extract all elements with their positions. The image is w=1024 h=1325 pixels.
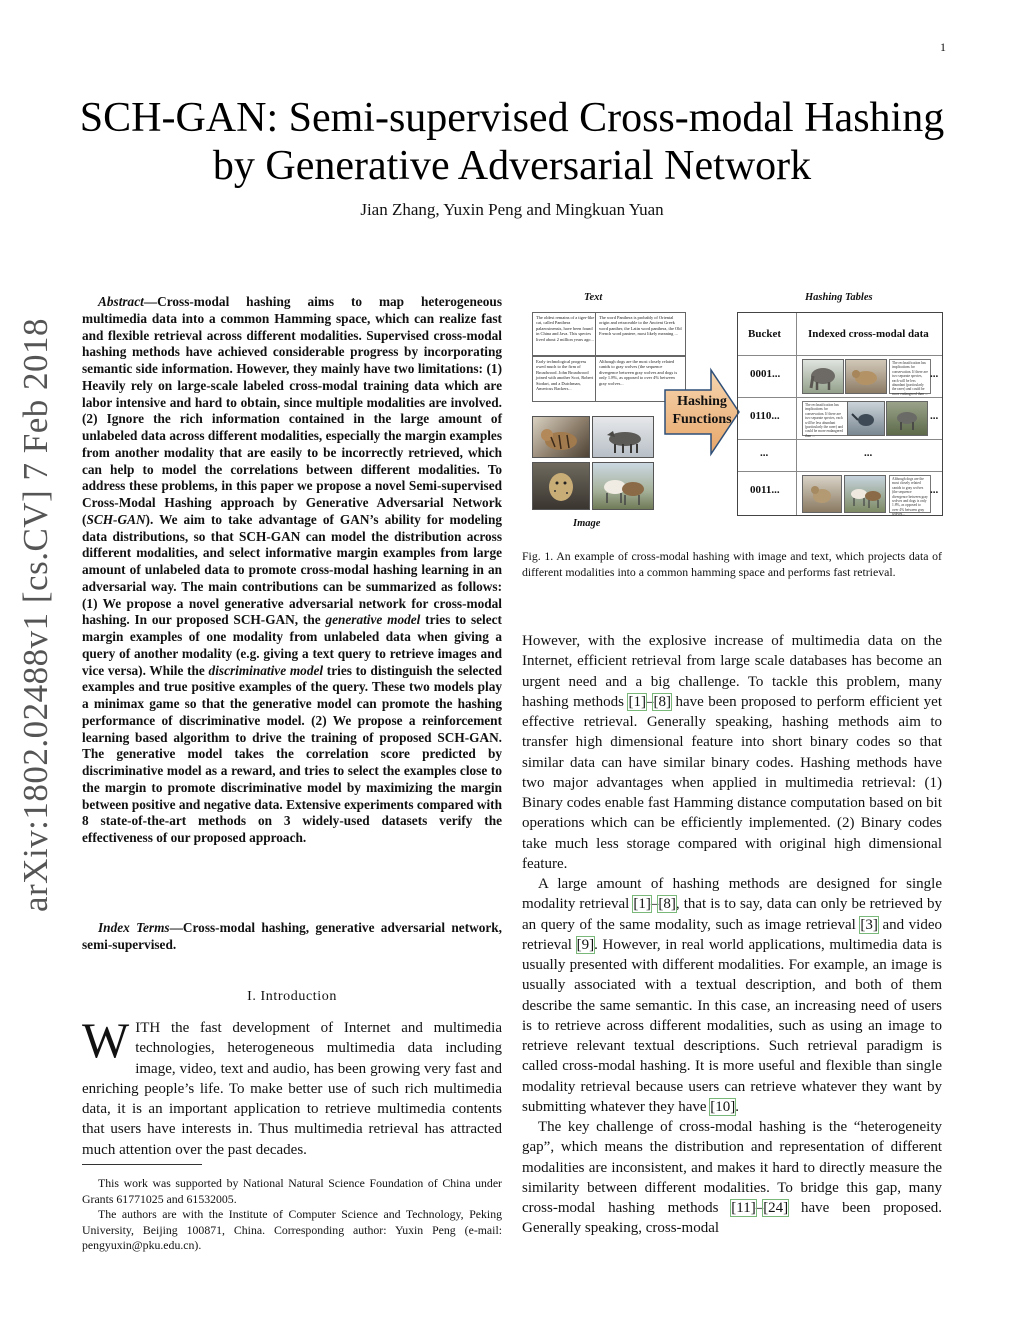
row-ellipsis: ... bbox=[930, 484, 939, 496]
column-header-bucket: Bucket bbox=[748, 328, 781, 340]
citation-dash: – bbox=[645, 693, 654, 710]
index-terms-text: —Cross-modal hashing, generative adversarial network, semi-supervised. bbox=[82, 920, 502, 952]
title-line-1: SCH-GAN: Semi-supervised Cross-modal Hashing bbox=[79, 95, 945, 141]
abstract-acronym: SCH-GAN bbox=[86, 511, 146, 527]
dog-thumb-art bbox=[803, 476, 841, 512]
text-thumbnail: The reclassification has implications for conservation. If there are two separate species, each will be less abundant (particularly the rarer) and could be more endangered than ... bbox=[889, 359, 931, 394]
introduction-right-column bbox=[522, 631, 942, 1239]
bucket-code: 0001... bbox=[750, 368, 781, 380]
text-thumbnail: The reclassification has implications for conservation. If there are two separate species, each will be less abundant (particularly the rarer) and could be more endangered than ... bbox=[802, 401, 848, 436]
text-modality-label: Text bbox=[584, 292, 603, 303]
text-run: have been proposed. Generally speaking, cross-modal bbox=[522, 1200, 942, 1237]
footnote-rule bbox=[82, 1164, 202, 1165]
figure-1 bbox=[522, 290, 944, 530]
section-heading-introduction: I. Introduction bbox=[247, 989, 337, 1004]
thumbnail-animal bbox=[845, 359, 887, 394]
bucket-code: 0011... bbox=[750, 484, 780, 496]
table-column-divider bbox=[796, 313, 797, 515]
text-run: and video retrieval bbox=[522, 916, 942, 953]
text-run: . bbox=[735, 1098, 740, 1115]
paragraph bbox=[522, 1117, 942, 1239]
discriminative-model-term: discriminative model bbox=[208, 662, 324, 678]
generative-model-term: generative model bbox=[325, 612, 421, 628]
thumbnail-elephant bbox=[802, 359, 844, 394]
arxiv-identifier[interactable]: arXiv:1802.02488v1 [cs.CV] 7 Feb 2018 bbox=[16, 318, 55, 913]
citation-dash: – bbox=[650, 896, 659, 913]
wolf-photo-art bbox=[593, 417, 653, 457]
text-run: However, with the explosive increase of multimedia data on the Internet, efficient retrieval from large scale databases has become an urgent need and a big challenge. To tackle this problem, many hashing methods bbox=[522, 633, 942, 710]
thumbnail-dog bbox=[802, 475, 842, 513]
image-modality-label: Image bbox=[573, 518, 601, 529]
table-row bbox=[738, 471, 942, 472]
elephant-thumb-art bbox=[803, 360, 843, 393]
bucket-code: 0110... bbox=[750, 410, 780, 422]
figure-caption: Fig. 1. An example of cross-modal hashing with image and text, which projects data of different modalities into a common hamming space and performs fast retrieval. bbox=[522, 549, 942, 579]
introduction-text: ITH the fast development of Internet and multimedia technologies, heterogeneous multimedia data including image, video, text and audio, has been growing very fast and enriching people’s life. To make better use of such rich multimedia data, it is an important application to retrieve multimedia contents that users have interests in. Thus multimedia retrieval has attracted much attention over the past decades. bbox=[82, 1020, 502, 1158]
row-ellipsis: ... bbox=[930, 368, 939, 380]
citation-link[interactable]: [9] bbox=[576, 936, 595, 953]
thumbnail-horses bbox=[844, 475, 886, 513]
horses-thumb-art bbox=[845, 476, 885, 512]
text-run: . However, in real world applications, multimedia data is usually presented with different modalities. For example, an image is usually associated with a textual description, and both of them describe the same semantic. In this case, an increasing need of users is to retrieve across different modalities, such as using an image to retrieve relevant textual descriptions. Such retrieval paradigm is called cross-modal hashing. It is more useful and flexible than single modality retrieval because users can retrieve whatever they want by submitting whatever they have bbox=[522, 936, 943, 1115]
tiger-photo-art bbox=[533, 417, 589, 457]
citation-link[interactable]: [11] bbox=[731, 1200, 756, 1216]
paragraph bbox=[522, 631, 942, 874]
text-snippet: The oldest remains of a tiger-like cat, called Panthera palaeosinensis, have been found in China and Java. This species lived about 2 million years ago... bbox=[532, 312, 599, 356]
row-ellipsis: ... bbox=[864, 447, 873, 459]
table-row bbox=[738, 397, 942, 398]
text-thumbnail: Although dogs are the most closely related canids to gray wolves (the sequence divergence between gray wolves and dogs is only 1.8%, as opposed to over 4% between gray wolves... bbox=[889, 475, 931, 513]
index-terms bbox=[82, 920, 502, 954]
citation-link[interactable]: [1] bbox=[633, 896, 651, 913]
horses-photo-art bbox=[593, 463, 653, 509]
abstract-text-3: tries to select margin examples of one modality from unlabeled data when giving a query of another modality (e.g. giving a text query to retrieve images and vice versa). While the bbox=[82, 612, 502, 678]
wolf-thumb-art bbox=[887, 402, 927, 435]
paragraph bbox=[522, 874, 942, 1117]
footnote-affiliation: The authors are with the Institute of Computer Science and Technology, Peking University, Beijing 100871, China. Corresponding author: Yuxin Peng (e-mail: pengyuxin@pku.edu.cn). bbox=[82, 1207, 502, 1252]
hashing-functions-line-1: Hashing bbox=[677, 394, 727, 409]
drop-cap: W bbox=[82, 1012, 130, 1068]
abstract-text-4: tries to distinguish the selected examples and true positive examples of the query. These two models play a minimax game so that the generative model can promote the hashing performance of discriminative model. (2) We propose a reinforcement learning based algorithm to drive the training of proposed SCH-GAN. The generative model takes the correlation score predicted by discriminative model as a reward, and tries to select the examples close to the margin to promote discriminative model by maximizing the margin between positive and negative data. Extensive experiments compared with 8 state-of-the-art methods on 3 widely-used datasets verify the effectiveness of our proposed approach. bbox=[82, 662, 502, 845]
citation-dash: – bbox=[755, 1200, 764, 1216]
citation-link[interactable]: [8] bbox=[653, 693, 671, 710]
author-list: Jian Zhang, Yuxin Peng and Mingkuan Yuan bbox=[360, 200, 664, 219]
abstract-text-1: —Cross-modal hashing aims to map heterogeneous multimedia data into a common Hamming space, which can realize fast and flexible retrieval across different modalities. Supervised cross-modal hashing methods have achieved considerable progress by incorporating semantic side information. However, they mainly have two limitations: (1) Heavily rely on large-scale labeled cross-modal training data which are labor intensive and hard to obtain, since multiple modalities are involved. (2) Ignore the rich information contained in the large amount of unlabeled data across different modalities, especially the margin examples from another modality that are easily to be incorrectly retrieved, which can help to model the correlations between different modalities. To address these problems, in this paper we propose a novel Semi-supervised Cross-Modal Hashing approach by Generative Adversarial Network ( bbox=[82, 294, 502, 527]
text-snippet: Early technological progress owed much to the firm of Broadwood. John Broadwood joined with another Scot, Robert Stodart, and a Dutchman, Americus Backers... bbox=[532, 356, 599, 402]
abstract-text-2: ). We aim to take advantage of GAN’s ability for modeling data distributions, so that SCH-GAN can model the distribution across different modalities, and select informative margin examples from large amount of unlabeled data to promote cross-modal hashing learning in an adversarial way. The main contributions can be summarized as follows: (1) We propose a novel generative adversarial network for cross-modal hashing. In our proposed SCH-GAN, the bbox=[82, 511, 502, 628]
hashing-functions-line-2: Functions bbox=[672, 412, 732, 427]
cheetah-photo-art bbox=[533, 463, 589, 509]
paper-title bbox=[60, 94, 964, 190]
row-ellipsis: ... bbox=[930, 410, 939, 422]
column-header-indexed: Indexed cross-modal data bbox=[808, 328, 929, 340]
abstract-lead: Abstract bbox=[98, 294, 144, 309]
text-run: have been proposed to perform efficient yet effective retrieval. Generally speaking, hashing methods aim to transfer high dimensional feature into short binary codes so that similar data can have similar binary codes. Hashing methods have two major advantages when applied in multimedia retrieval: (1) Binary codes enable fast Hamming distance computation based on bit operations which can be efficiently implemented. (2) Binary codes take much less storage compared with original high dimensional feature. bbox=[522, 693, 942, 872]
introduction-paragraph bbox=[82, 1012, 502, 1160]
bird-thumb-art bbox=[848, 402, 884, 435]
animal-thumb-art bbox=[846, 360, 886, 393]
table-row bbox=[738, 439, 942, 440]
citation-link[interactable]: [1] bbox=[628, 693, 646, 710]
index-terms-lead: Index Terms bbox=[98, 920, 170, 935]
photo-tiger bbox=[532, 416, 590, 458]
hashing-functions-label bbox=[664, 393, 740, 429]
citation-link[interactable]: [3] bbox=[860, 916, 878, 933]
text-snippet: The word Panthera is probably of Oriental origin and retraceable to the Ancient Greek word panther, the Latin word panthera, the Old French word pantere, most likely meaning ... bbox=[595, 312, 686, 356]
text-snippet: Although dogs are the most closely related canids to gray wolves (the sequence divergence between gray wolves and dogs is only 1.8%, as opposed to over 4% between gray wolves... bbox=[595, 356, 686, 402]
bucket-code: ... bbox=[760, 447, 769, 459]
hashing-tables-label: Hashing Tables bbox=[805, 292, 873, 303]
photo-wolf bbox=[592, 416, 654, 458]
hashing-table bbox=[737, 312, 943, 516]
thumbnail-wolf bbox=[886, 401, 928, 436]
page-number: 1 bbox=[940, 40, 946, 54]
thumbnail-bird bbox=[847, 401, 885, 436]
citation-link[interactable]: [8] bbox=[658, 896, 676, 913]
photo-horses bbox=[592, 462, 654, 510]
text-run: A large amount of hashing methods are designed for single modality retrieval bbox=[522, 876, 942, 913]
title-line-2: by Generative Adversarial Network bbox=[212, 143, 812, 189]
text-run: , that is to say, data can only be retrieved by an query of the same modality, such as image retrieval bbox=[522, 896, 943, 933]
abstract bbox=[82, 294, 502, 847]
text-run: The key challenge of cross-modal hashing is the “heterogeneity gap”, which means the distribution and representation of different modalities are inconsistent, and makes it hard to directly measure the similarity between different modalities. To bridge this gap, many cross-modal hashing methods bbox=[522, 1119, 942, 1216]
table-row bbox=[738, 355, 942, 356]
citation-link[interactable]: [24] bbox=[763, 1200, 789, 1216]
footnote-funding: This work was supported by National Natural Science Foundation of China under Grants 61771025 and 61532005. bbox=[82, 1176, 502, 1206]
citation-link[interactable]: [10] bbox=[710, 1098, 736, 1115]
photo-cheetah bbox=[532, 462, 590, 510]
